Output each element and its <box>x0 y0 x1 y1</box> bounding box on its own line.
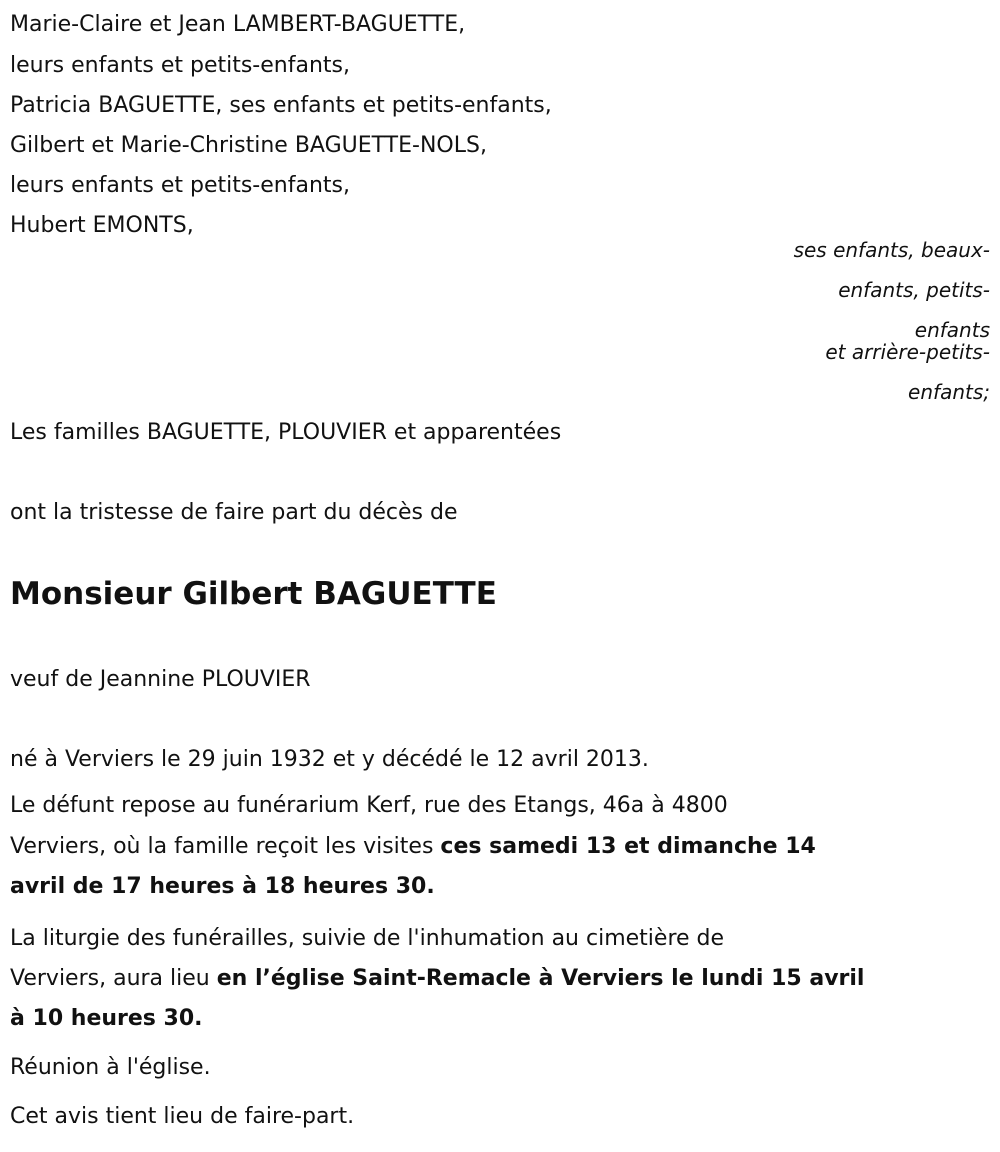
family-line: Hubert EMONTS, <box>10 213 194 238</box>
visitation-text: Verviers, où la famille reçoit les visites <box>10 834 441 859</box>
descendants-line: ses enfants, beaux- <box>793 238 990 262</box>
visitation-line <box>10 867 435 907</box>
notice-note: Cet avis tient lieu de faire-part. <box>10 1104 355 1129</box>
descendants-line: et arrière-petits- <box>825 340 990 364</box>
funeral-text: Verviers, aura lieu <box>10 966 217 991</box>
family-line: Marie-Claire et Jean LAMBERT-BAGUETTE, <box>10 12 466 37</box>
funeral-line <box>10 959 864 999</box>
funeral-time: à 10 heures 30. <box>10 1006 203 1031</box>
funeral-line <box>10 999 203 1039</box>
visitation-hours: avril de 17 heures à 18 heures 30. <box>10 874 435 899</box>
funeral-place: en l’église Saint-Remacle à Verviers le lundi 15 avril <box>216 966 865 991</box>
deceased-name: Monsieur Gilbert BAGUETTE <box>10 576 497 612</box>
descendants-line: enfants; <box>908 380 990 404</box>
visitation-line: Le défunt repose au funérarium Kerf, rue des Etangs, 46a à 4800 <box>10 793 728 818</box>
family-line: leurs enfants et petits-enfants, <box>10 53 350 78</box>
family-line: Gilbert et Marie-Christine BAGUETTE-NOLS, <box>10 133 487 158</box>
announcement: ont la tristesse de faire part du décès de <box>10 500 458 525</box>
family-line: leurs enfants et petits-enfants, <box>10 173 350 198</box>
family-line: Patricia BAGUETTE, ses enfants et petits-enfants, <box>10 93 552 118</box>
birth-death: né à Verviers le 29 juin 1932 et y décédé le 12 avril 2013. <box>10 747 649 772</box>
descendants-line: enfants <box>914 318 990 342</box>
visitation-dates: ces samedi 13 et dimanche 14 <box>440 834 816 859</box>
funeral-line: La liturgie des funérailles, suivie de l'inhumation au cimetière de <box>10 926 725 951</box>
visitation-line <box>10 827 816 867</box>
meeting-note: Réunion à l'église. <box>10 1055 211 1080</box>
descendants-line: enfants, petits- <box>838 278 990 302</box>
widower-of: veuf de Jeannine PLOUVIER <box>10 667 311 692</box>
families-line: Les familles BAGUETTE, PLOUVIER et apparentées <box>10 420 562 445</box>
